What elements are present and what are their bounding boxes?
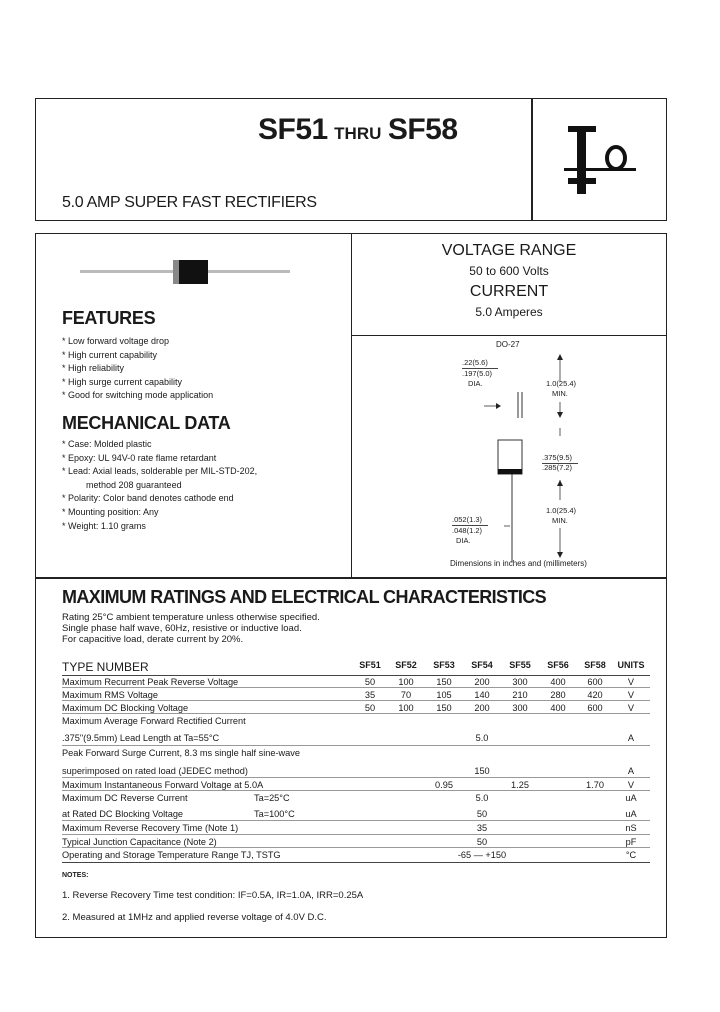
cell-value: 35 — [364, 690, 376, 700]
thru-label: THRU — [334, 124, 382, 143]
part-end: SF58 — [387, 113, 458, 146]
cell-value: 100 — [398, 703, 414, 713]
current-title: CURRENT — [469, 283, 549, 300]
cell-value: 600 — [587, 703, 603, 713]
cell-value: 5.0 — [475, 793, 489, 803]
row-label: Maximum Reverse Recovery Time (Note 1) — [62, 823, 239, 833]
wire-dia-label: DIA. — [456, 536, 471, 545]
wire-dia-bottom: .048(1.2) — [452, 526, 483, 535]
cell-unit: V — [627, 690, 635, 700]
cell-value: 210 — [512, 690, 528, 700]
note-1: 1. Reverse Recovery Time test condition: IF=0.5A, IR=1.0A, IRR=0.25A — [62, 890, 364, 901]
row-label: Maximum Recurrent Peak Reverse Voltage — [62, 677, 239, 687]
cell-unit: uA — [625, 809, 637, 819]
cell-value: 150 — [436, 703, 452, 713]
cell-value: 0.95 — [435, 780, 453, 790]
cell-value: 50 — [476, 837, 488, 847]
note-2: 2. Measured at 1MHz and applied reverse voltage of 4.0V D.C. — [62, 912, 327, 923]
table-row — [62, 780, 650, 793]
row-label: Maximum DC Reverse Current — [62, 793, 188, 803]
cell-value: 420 — [587, 690, 603, 700]
col-sf58: SF58 — [584, 660, 606, 670]
type-number-label: TYPE NUMBER — [62, 660, 149, 674]
lead-len-top-label: MIN. — [552, 389, 568, 398]
list-item: * Polarity: Color band denotes cathode end — [62, 493, 234, 504]
row-label: Typical Junction Capacitance (Note 2) — [62, 837, 217, 847]
cell-value: 200 — [474, 677, 490, 687]
col-sf53: SF53 — [433, 660, 455, 670]
table-row — [62, 716, 650, 729]
row-label: Maximum DC Blocking Voltage — [62, 703, 189, 713]
col-sf55: SF55 — [509, 660, 531, 670]
row-label: superimposed on rated load (JEDEC method) — [62, 766, 248, 776]
list-item: * Low forward voltage drop — [62, 336, 170, 346]
table-row — [62, 677, 650, 690]
row-label: at Rated DC Blocking Voltage — [62, 809, 184, 819]
list-item: * High surge current capability — [62, 376, 183, 387]
col-sf56: SF56 — [547, 660, 569, 670]
features-heading: FEATURES — [62, 308, 156, 328]
lead-dia-bottom: .197(5.0) — [462, 369, 493, 378]
cell-unit: pF — [625, 837, 637, 847]
subtitle: 5.0 AMP SUPER FAST RECTIFIERS — [62, 194, 317, 211]
intro-line: For capacitive load, derate current by 20%. — [62, 634, 244, 645]
cell-value: 200 — [474, 703, 490, 713]
body-len-top: .375(9.5) — [542, 453, 573, 462]
cell-value: 5.0 — [475, 733, 489, 743]
row-label: Operating and Storage Temperature Range TJ, TSTG — [62, 850, 281, 860]
table-header-row — [62, 660, 650, 674]
table-row — [62, 690, 650, 703]
cell-unit: °C — [625, 850, 637, 860]
cell-value: 35 — [476, 823, 488, 833]
row-label: .375"(9.5mm) Lead Length at Ta=55°C — [62, 733, 220, 743]
lead-len-bottom: 1.0(25.4) — [546, 506, 577, 515]
cell-unit: A — [627, 733, 635, 743]
cell-value: 70 — [400, 690, 412, 700]
list-item: * Lead: Axial leads, solderable per MIL-STD-202, — [62, 466, 258, 477]
list-item: * High current capability — [62, 349, 158, 360]
mechanical-heading: MECHANICAL DATA — [62, 413, 231, 433]
cell-value: 1.25 — [511, 780, 529, 790]
cell-value: -65 — +150 — [457, 850, 507, 860]
cell-unit: V — [627, 703, 635, 713]
cell-unit: A — [627, 766, 635, 776]
table-row — [62, 703, 650, 716]
voltage-range-title: VOLTAGE RANGE — [441, 242, 577, 259]
cell-value: 300 — [512, 677, 528, 687]
list-item: * High reliability — [62, 363, 125, 374]
cell-value: 150 — [436, 677, 452, 687]
dimension-note: Dimensions in inches and (millimeters) — [450, 559, 587, 568]
row-label: Peak Forward Surge Current, 8.3 ms single half sine-wave — [62, 748, 300, 758]
list-item: * Epoxy: UL 94V-0 rate flame retardant — [62, 452, 217, 463]
list-item: * Mounting position: Any — [62, 506, 159, 517]
cell-value: 400 — [550, 703, 566, 713]
col-sf54: SF54 — [471, 660, 493, 670]
lead-len-top: 1.0(25.4) — [546, 379, 577, 388]
row-label: Maximum Instantaneous Forward Voltage at 5.0A — [62, 780, 264, 790]
cell-value: 50 — [476, 809, 488, 819]
cell-value: 150 — [474, 766, 490, 776]
row-label: Maximum Average Forward Rectified Current — [62, 716, 246, 726]
intro-line: Single phase half wave, 60Hz, resistive or inductive load. — [62, 623, 302, 634]
list-item: method 208 guaranteed — [86, 479, 182, 490]
notes-title: NOTES: — [62, 872, 89, 879]
cell-value: 105 — [436, 690, 452, 700]
wire-dia-top: .052(1.3) — [452, 515, 483, 524]
cell-value: 400 — [550, 677, 566, 687]
col-sf51: SF51 — [359, 660, 381, 670]
lead-len-bottom-label: MIN. — [552, 516, 568, 525]
cell-value: 300 — [512, 703, 528, 713]
cell-value: 280 — [550, 690, 566, 700]
table-row — [62, 748, 650, 761]
part-start: SF51 — [258, 113, 328, 146]
list-item: * Weight: 1.10 grams — [62, 520, 146, 531]
list-item: * Case: Molded plastic — [62, 439, 152, 449]
ratings-heading: MAXIMUM RATINGS AND ELECTRICAL CHARACTERISTICS — [62, 587, 547, 607]
cell-value: 100 — [398, 677, 414, 687]
row-label: Maximum RMS Voltage — [62, 690, 158, 700]
cell-value: 600 — [587, 677, 603, 687]
col-units: UNITS — [617, 660, 645, 670]
cell-unit: V — [627, 677, 635, 687]
body-len-bottom: .285(7.2) — [542, 463, 573, 472]
intro-line: Rating 25°C ambient temperature unless otherwise specified. — [62, 612, 320, 623]
row-condition: Ta=100°C — [254, 809, 295, 819]
lead-dia-top: .22(5.6) — [462, 358, 488, 367]
cell-unit: uA — [625, 793, 637, 803]
table-row — [62, 793, 650, 806]
row-condition: Ta=25°C — [254, 793, 290, 803]
cell-value: 140 — [474, 690, 490, 700]
cell-value: 1.70 — [586, 780, 604, 790]
col-sf52: SF52 — [395, 660, 417, 670]
cell-value: 50 — [364, 677, 376, 687]
cell-unit: V — [627, 780, 635, 790]
table-row — [62, 837, 650, 850]
package-name: DO-27 — [496, 340, 520, 349]
cell-unit: nS — [625, 823, 637, 833]
list-item: * Good for switching mode application — [62, 390, 214, 401]
voltage-range-value: 50 to 600 Volts — [469, 264, 549, 278]
current-value: 5.0 Amperes — [475, 305, 543, 319]
lead-dia-label: DIA. — [468, 379, 483, 388]
cell-value: 50 — [364, 703, 376, 713]
